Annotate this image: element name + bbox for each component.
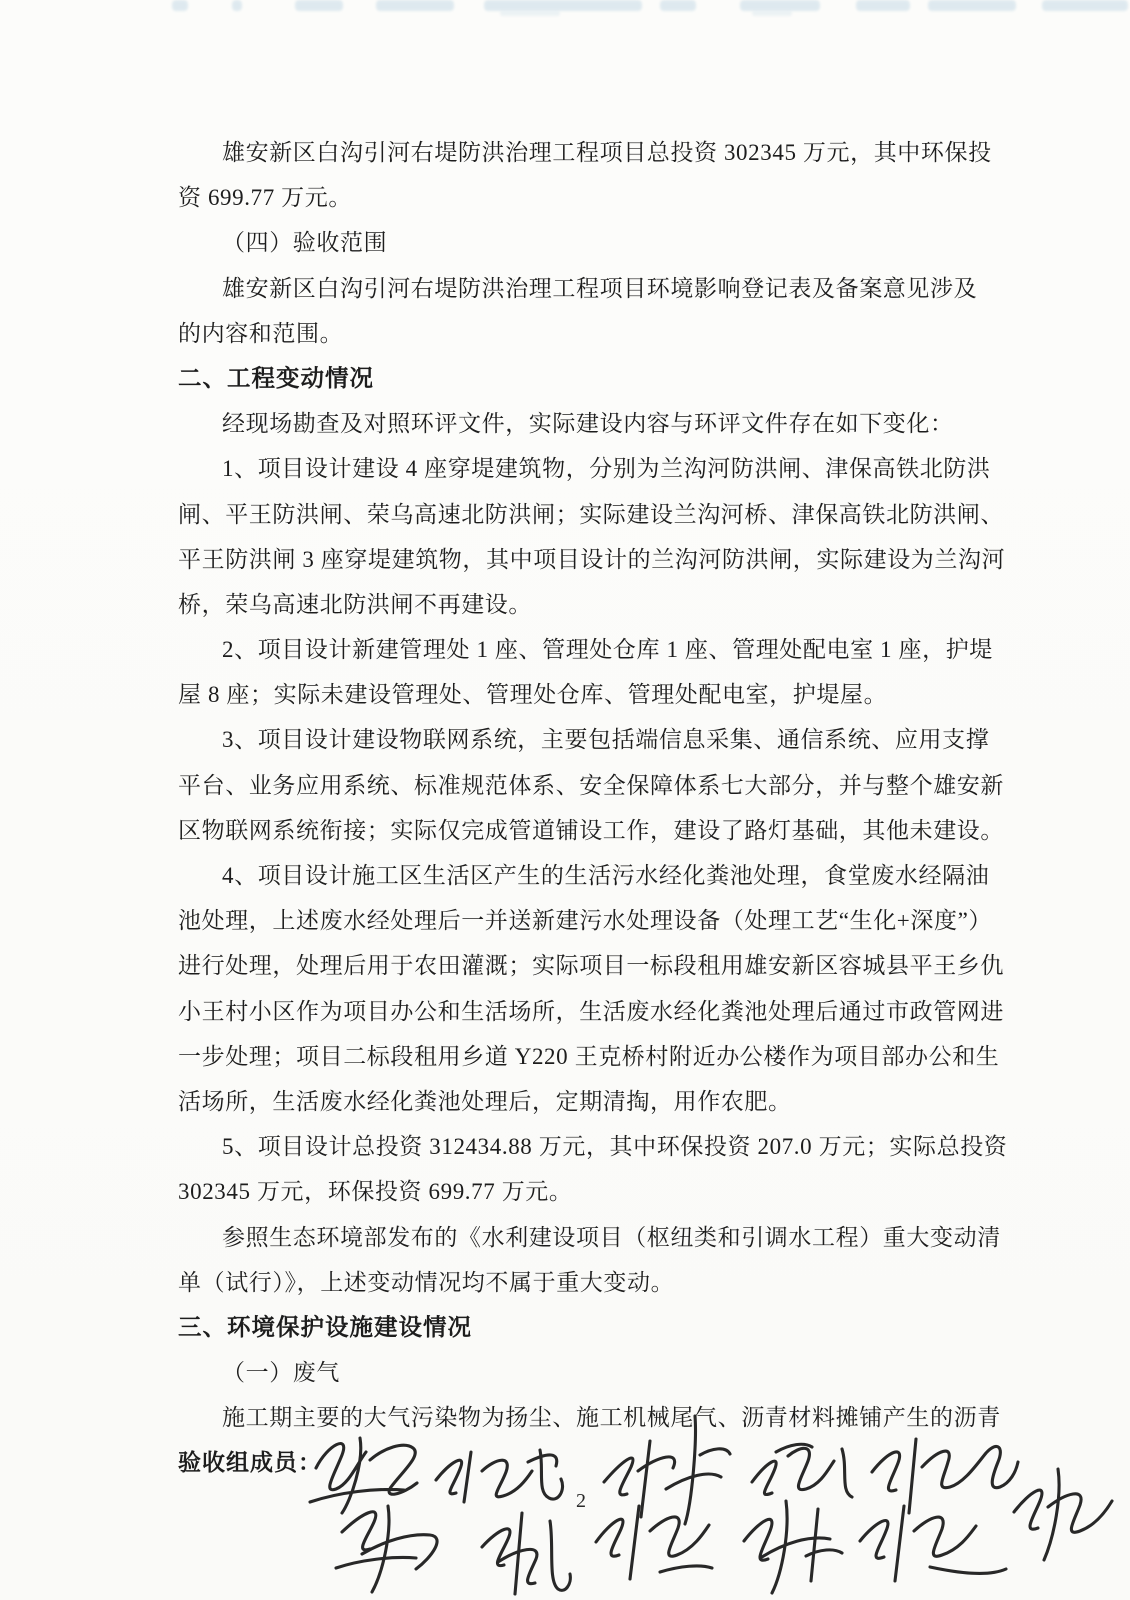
scan-artifact <box>752 11 792 16</box>
scan-artifact <box>1042 0 1128 11</box>
text-line: 5、项目设计总投资 312434.88 万元，其中环保投资 207.0 万元；实际总投资 <box>222 1134 1008 1160</box>
section-heading: 三、环境保护设施建设情况 <box>178 1313 472 1340</box>
text-line: 一步处理；项目二标段租用乡道 Y220 王克桥村附近办公楼作为项目部办公和生 <box>178 1043 1000 1069</box>
scan-artifact <box>928 0 1016 11</box>
text-line: 桥，荣乌高速北防洪闸不再建设。 <box>178 591 532 617</box>
signature-scribble <box>336 1506 437 1592</box>
section-heading: 二、工程变动情况 <box>178 364 374 391</box>
text-line: 3、项目设计建设物联网系统，主要包括端信息采集、通信系统、应用支撑 <box>222 727 990 753</box>
acceptance-group-members-label: 验收组成员： <box>178 1449 322 1476</box>
scan-artifact <box>660 0 696 11</box>
signature-scribble <box>596 1506 712 1579</box>
text-line: 经现场勘查及对照环评文件，实际建设内容与环评文件存在如下变化： <box>222 411 954 437</box>
scan-artifact <box>500 11 560 16</box>
scan-artifact <box>172 0 188 11</box>
scan-artifact <box>232 0 242 11</box>
text-line: 4、项目设计施工区生活区产生的生活污水经化粪池处理，食堂废水经隔油 <box>222 863 990 888</box>
text-line: 平台、业务应用系统、标准规范体系、安全保障体系七大部分，并与整个雄安新 <box>178 772 1004 798</box>
text-line: 雄安新区白沟引河右堤防洪治理工程项目环境影响登记表及备案意见涉及 <box>222 275 978 301</box>
text-line: 活场所，生活废水经化粪池处理后，定期清掏，用作农肥。 <box>178 1088 792 1114</box>
text-line: 参照生态环境部发布的《水利建设项目（枢纽类和引调水工程）重大变动清 <box>222 1224 1001 1250</box>
scan-artifact <box>856 0 910 11</box>
text-line: 雄安新区白沟引河右堤防洪治理工程项目总投资 302345 万元，其中环保投 <box>222 140 992 165</box>
text-line: 的内容和范围。 <box>178 320 344 346</box>
signature-scribble <box>482 1513 570 1594</box>
text-line: 平王防洪闸 3 座穿堤建筑物，其中项目设计的兰沟河防洪闸，实际建设为兰沟河 <box>178 546 1006 572</box>
text-line: 单（试行）》，上述变动情况均不属于重大变动。 <box>178 1269 675 1295</box>
text-line: 进行处理，处理后用于农田灌溉；实际项目一标段租用雄安新区容城县平王乡仇 <box>178 953 1004 979</box>
text-line: 区物联网系统衔接；实际仅完成管道铺设工作，建设了路灯基础，其他未建设。 <box>178 817 1004 843</box>
text-line: 闸、平王防洪闸、荣乌高速北防洪闸；实际建设兰沟河桥、津保高铁北防洪闸、 <box>178 501 1004 527</box>
scan-artifact <box>295 0 343 11</box>
page-number: 2 <box>576 1490 586 1512</box>
signature-scribble <box>860 1506 1006 1581</box>
text-line: 池处理，上述废水经处理后一并送新建污水处理设备（处理工艺“生化+深度”） <box>178 908 992 934</box>
scan-artifact <box>484 0 642 11</box>
text-line: 1、项目设计建设 4 座穿堤建筑物，分别为兰沟河防洪闸、津保高铁北防洪 <box>222 456 991 482</box>
scan-artifact <box>376 0 454 11</box>
text-line: 资 699.77 万元。 <box>178 185 352 211</box>
text-line: （一）废气 <box>222 1360 340 1386</box>
text-line: 小王村小区作为项目办公和生活场所，生活废水经化粪池处理后通过市政管网进 <box>178 998 1004 1024</box>
scan-artifact <box>740 0 820 11</box>
signature-scribble <box>1014 1469 1112 1560</box>
text-line: 302345 万元，环保投资 699.77 万元。 <box>178 1179 573 1205</box>
document-body <box>178 130 1008 1486</box>
signature-scribble <box>744 1501 842 1593</box>
text-line: 2、项目设计新建管理处 1 座、管理处仓库 1 座、管理处配电室 1 座，护堤 <box>222 637 993 663</box>
text-line: 施工期主要的大气污染物为扬尘、施工机械尾气、沥青材料摊铺产生的沥青 <box>222 1405 1001 1431</box>
text-line: （四）验收范围 <box>222 230 388 256</box>
text-line: 屋 8 座；实际未建设管理处、管理处仓库、管理处配电室，护堤屋。 <box>178 682 888 708</box>
